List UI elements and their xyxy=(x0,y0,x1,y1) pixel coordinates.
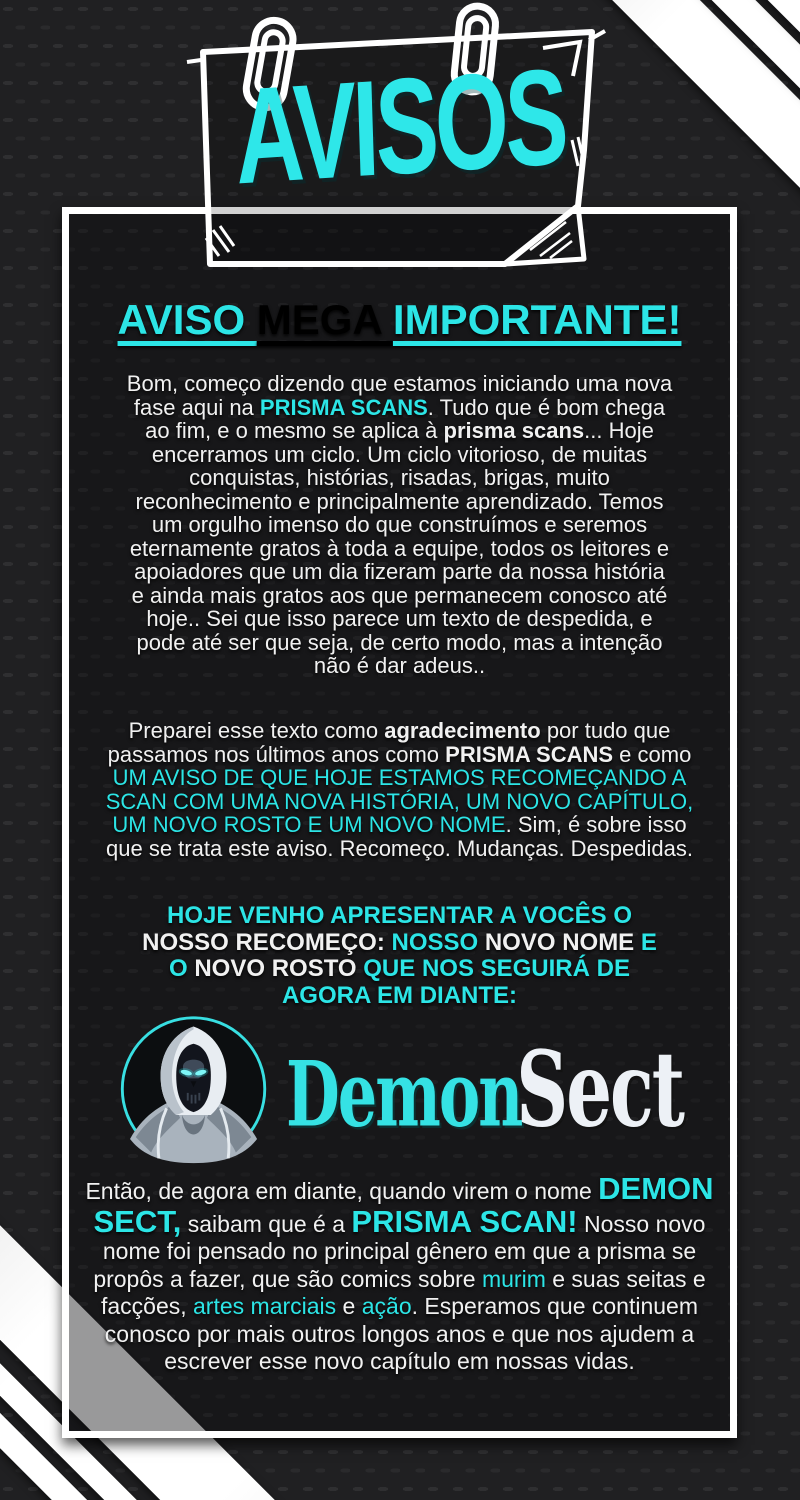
announcement-lines: HOJE VENHO APRESENTAR A VOCÊS O NOSSO RECOMEÇO: NOSSO NOVO NOME E O NOVO ROSTO QUE NOS SEGUIRÁ DE AGORA EM DIANTE: xyxy=(142,902,657,1009)
outro-paragraph: Então, de agora em diante, quando virem o nome DEMON SECT, saibam que é a PRISMA SCAN! Nosso novo nome foi pensado no principal gênero em que a prisma se propôs a fazer, que são comics sobre murim e suas seitas e facções, artes marciais e ação. Esperamos que continuem conosco por mais outros longos anos e que nos ajudem a escrever esse novo capítulo em nossas vidas. xyxy=(85,1171,714,1374)
banner-title: AVISOS xyxy=(233,40,567,214)
thanks-paragraph: Preparei esse texto como agradecimento por tudo que passamos nos últimos anos como PRISMA SCANS e como UM AVISO DE QUE HOJE ESTAMOS RECOMEÇANDO A SCAN COM UMA NOVA HISTÓRIA, UM NOVO CAPÍTULO, UM NOVO ROSTO E UM NOVO NOME. Sim, é sobre isso que se trata este aviso. Recomeço. Mudanças. Despedidas. xyxy=(105,718,694,861)
hooded-demon-mascot-icon xyxy=(116,1012,270,1166)
page-title: AVISO MEGA IMPORTANTE! xyxy=(117,296,682,343)
intro-paragraph: Bom, começo dizendo que estamos iniciando uma nova fase aqui na PRISMA SCANS. Tudo que é bom chega ao fim, e o mesmo se aplica à prisma scans... Hoje encerramos um ciclo. Um ciclo vitorioso, de muitas conquistas, histórias, risadas, brigas, muito reconhecimento e principalmente aprendizado. Temos um orgulho imenso do que construímos e seremos eternamente gratos à toda a equipe, todos os leitores e apoiadores que um dia fizeram parte da nossa história e ainda mais gratos aos que permanecem conosco até hoje.. Sei que isso parece um texto de despedida, e pode até ser que seja, de certo modo, mas a intenção não é dar adeus.. xyxy=(126,371,673,678)
main-panel xyxy=(62,207,737,1438)
demon-sect-logo xyxy=(116,1012,683,1166)
wordmark-sect: Sect xyxy=(516,1026,683,1150)
avisos-note xyxy=(185,0,615,290)
wordmark xyxy=(286,1026,683,1150)
wordmark-demon: Demon xyxy=(286,1041,522,1148)
panel-content xyxy=(69,214,730,1431)
